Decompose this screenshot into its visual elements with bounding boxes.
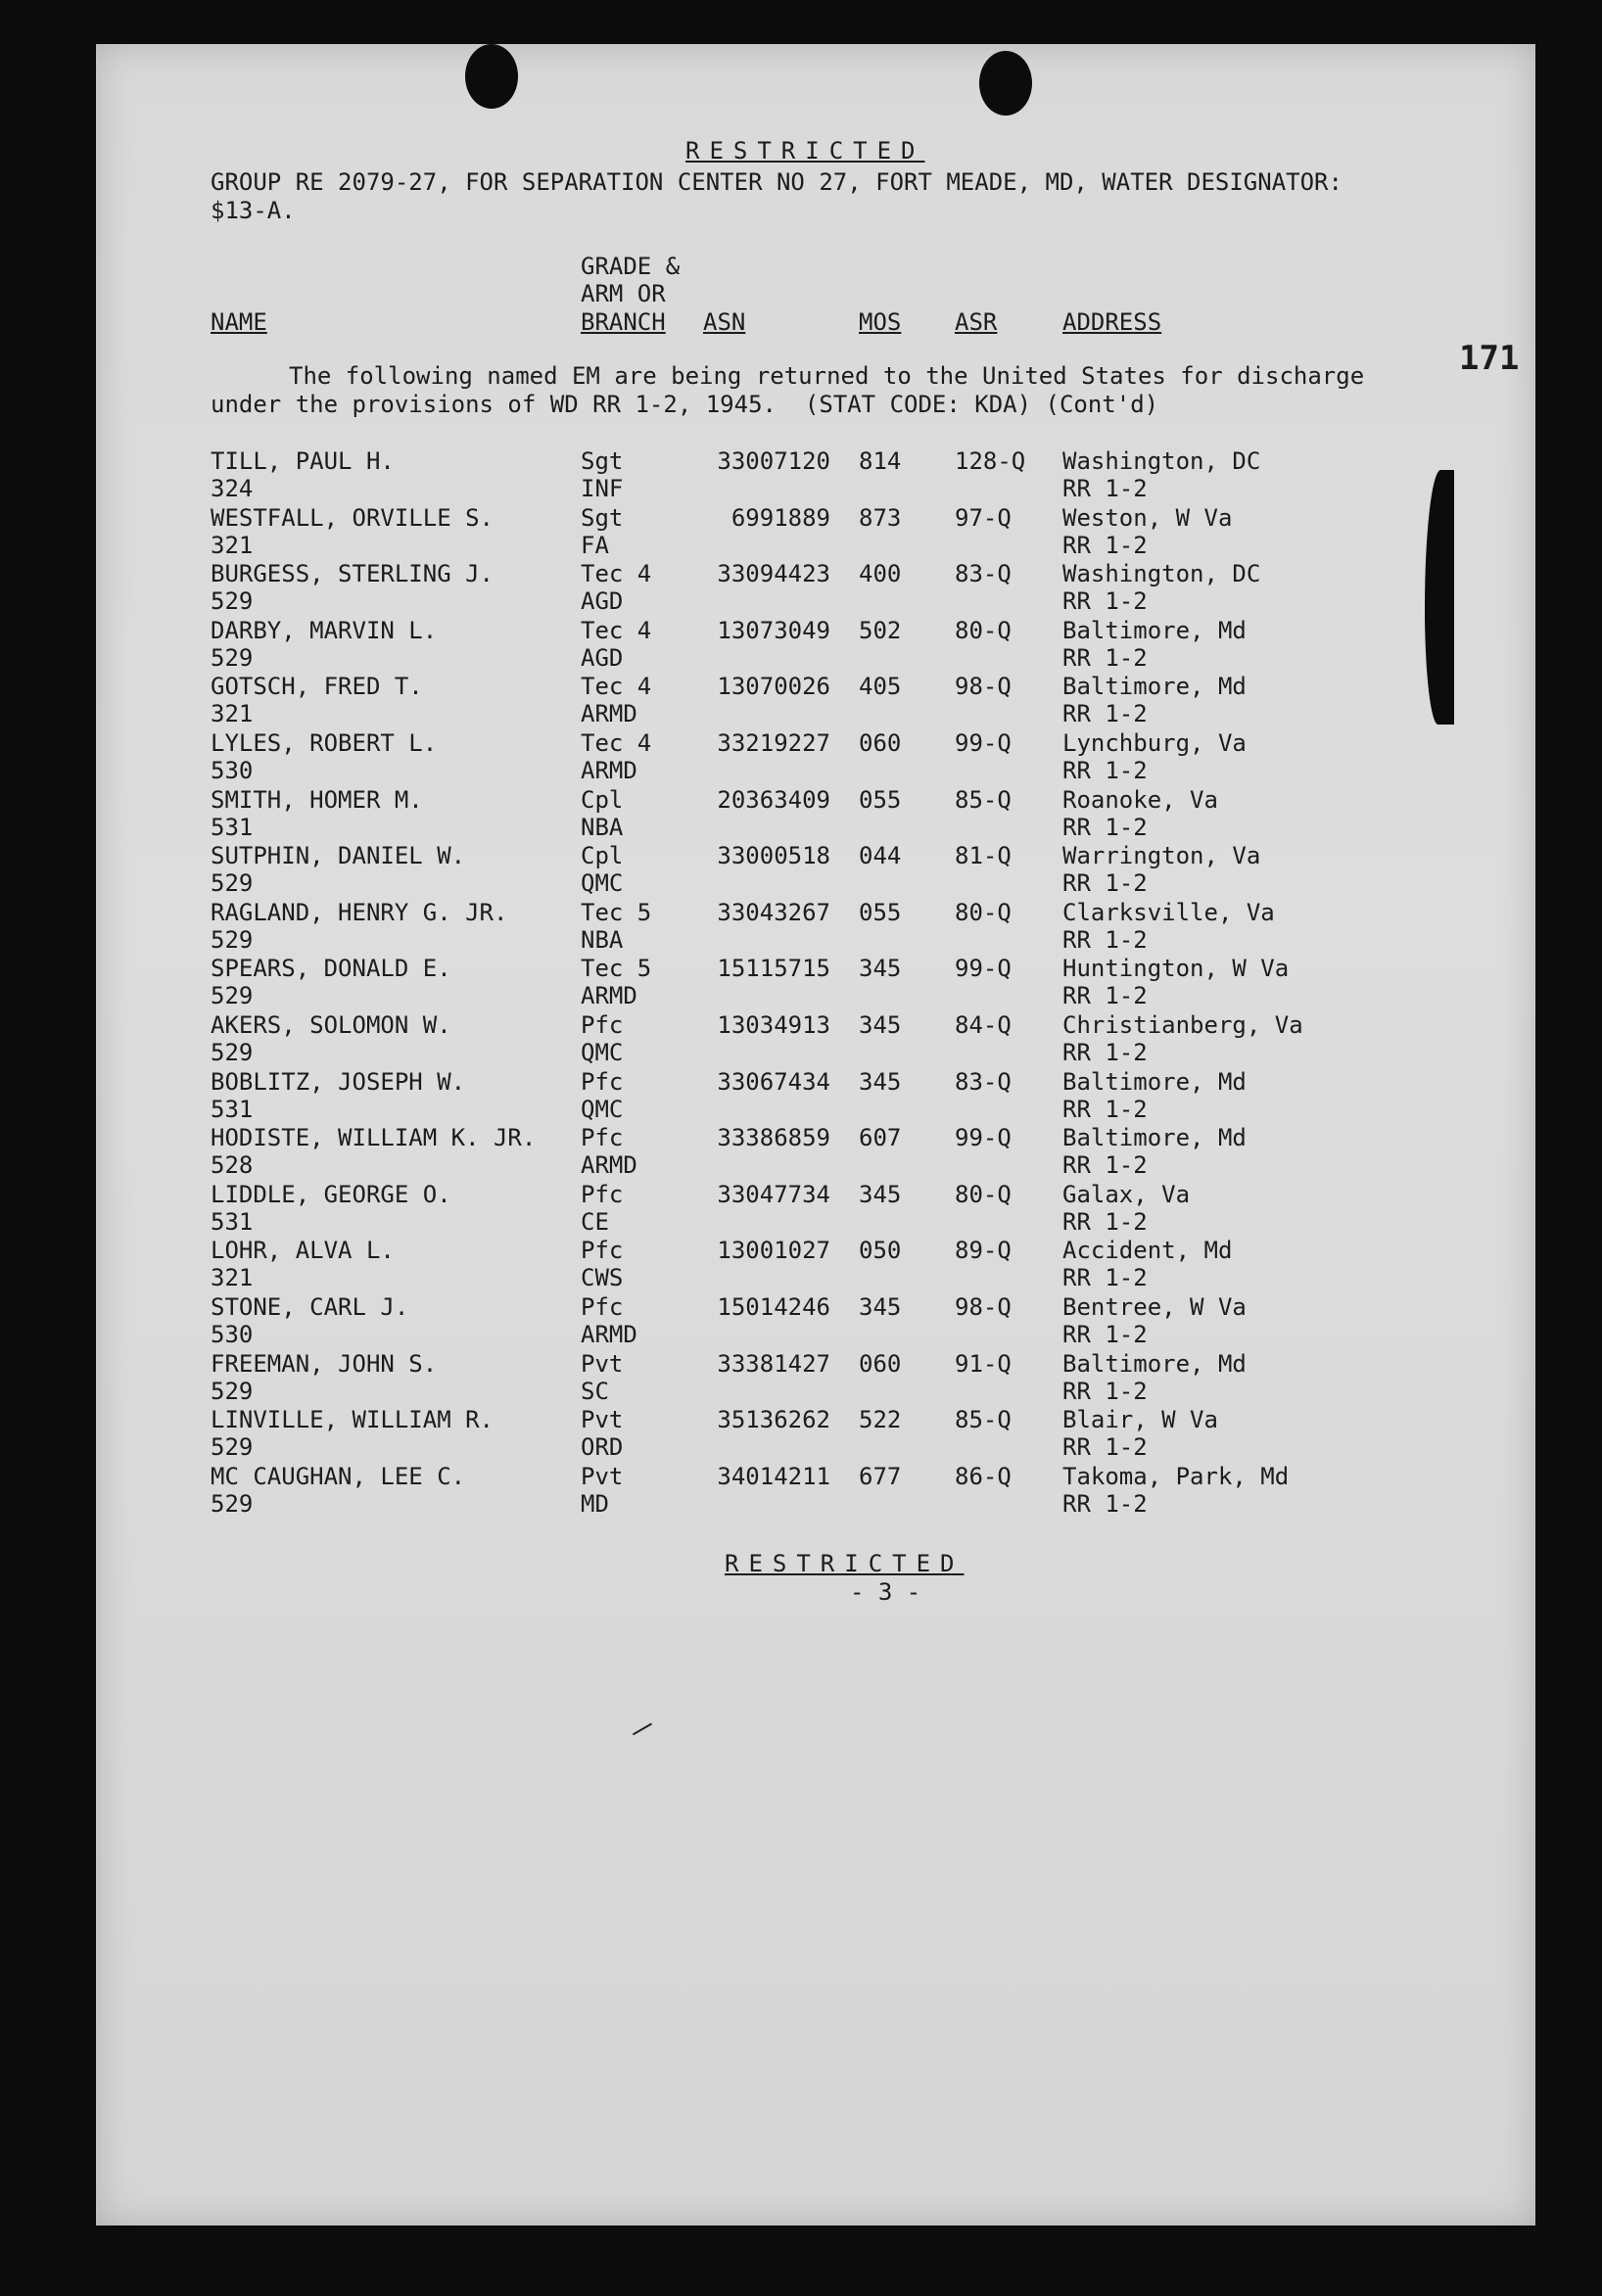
mos-code: 044 bbox=[859, 842, 902, 869]
soldier-name: SMITH, HOMER M. bbox=[211, 786, 423, 814]
arm-branch: ARMD bbox=[581, 1321, 637, 1348]
home-address: Clarksville, Va bbox=[1062, 899, 1275, 926]
soldier-name: LIDDLE, GEORGE O. bbox=[211, 1181, 451, 1208]
unit-code: 529 bbox=[211, 1433, 254, 1461]
authority: RR 1-2 bbox=[1062, 1264, 1148, 1291]
arm-branch: MD bbox=[581, 1490, 609, 1518]
grade: Pfc bbox=[581, 1068, 624, 1096]
unit-code: 529 bbox=[211, 926, 254, 954]
army-serial-number: 15115715 bbox=[717, 955, 830, 982]
arm-branch: ARMD bbox=[581, 700, 637, 727]
grade: Pfc bbox=[581, 1237, 624, 1264]
asr-score: 80-Q bbox=[955, 899, 1012, 926]
soldier-name: FREEMAN, JOHN S. bbox=[211, 1350, 438, 1378]
grade: Sgt bbox=[581, 447, 624, 475]
soldier-name: TILL, PAUL H. bbox=[211, 447, 395, 475]
home-address: Washington, DC bbox=[1062, 560, 1261, 587]
unit-code: 531 bbox=[211, 1096, 254, 1123]
home-address: Huntington, W Va bbox=[1062, 955, 1290, 982]
authority: RR 1-2 bbox=[1062, 1151, 1148, 1179]
intro-paragraph-line-1: The following named EM are being returned to the United States for discharge bbox=[289, 362, 1365, 390]
asr-score: 86-Q bbox=[955, 1463, 1012, 1490]
army-serial-number: 33043267 bbox=[717, 899, 830, 926]
unit-code: 531 bbox=[211, 1208, 254, 1236]
home-address: Lynchburg, Va bbox=[1062, 729, 1247, 757]
authority: RR 1-2 bbox=[1062, 814, 1148, 841]
soldier-name: STONE, CARL J. bbox=[211, 1293, 409, 1321]
arm-branch: AGD bbox=[581, 587, 624, 615]
authority: RR 1-2 bbox=[1062, 587, 1148, 615]
grade: Tec 4 bbox=[581, 729, 652, 757]
home-address: Galax, Va bbox=[1062, 1181, 1191, 1208]
torn-edge bbox=[1425, 470, 1454, 725]
arm-branch: CWS bbox=[581, 1264, 624, 1291]
asr-score: 98-Q bbox=[955, 673, 1012, 700]
home-address: Bentree, W Va bbox=[1062, 1293, 1247, 1321]
asr-score: 99-Q bbox=[955, 1124, 1012, 1151]
group-line-continued: $13-A. bbox=[211, 197, 296, 224]
army-serial-number: 20363409 bbox=[717, 786, 830, 814]
home-address: Baltimore, Md bbox=[1062, 673, 1247, 700]
asr-score: 99-Q bbox=[955, 955, 1012, 982]
column-header-asn: ASN bbox=[703, 308, 746, 336]
authority: RR 1-2 bbox=[1062, 1039, 1148, 1066]
soldier-name: LYLES, ROBERT L. bbox=[211, 729, 438, 757]
army-serial-number: 33067434 bbox=[717, 1068, 830, 1096]
grade: Tec 4 bbox=[581, 560, 652, 587]
page-number: - 3 - bbox=[850, 1578, 921, 1606]
army-serial-number: 35136262 bbox=[717, 1406, 830, 1433]
arm-branch: QMC bbox=[581, 869, 624, 897]
authority: RR 1-2 bbox=[1062, 982, 1148, 1009]
soldier-name: AKERS, SOLOMON W. bbox=[211, 1011, 451, 1039]
page-stamp-number: 171 bbox=[1459, 339, 1520, 378]
unit-code: 529 bbox=[211, 587, 254, 615]
mos-code: 405 bbox=[859, 673, 902, 700]
authority: RR 1-2 bbox=[1062, 1321, 1148, 1348]
arm-branch: QMC bbox=[581, 1096, 624, 1123]
authority: RR 1-2 bbox=[1062, 869, 1148, 897]
mos-code: 345 bbox=[859, 1293, 902, 1321]
arm-branch: ARMD bbox=[581, 982, 637, 1009]
classification-footer: RESTRICTED bbox=[725, 1550, 965, 1577]
column-header-name: NAME bbox=[211, 308, 267, 336]
unit-code: 529 bbox=[211, 869, 254, 897]
grade: Pfc bbox=[581, 1124, 624, 1151]
army-serial-number: 13001027 bbox=[717, 1237, 830, 1264]
asr-score: 81-Q bbox=[955, 842, 1012, 869]
mos-code: 677 bbox=[859, 1463, 902, 1490]
home-address: Takoma, Park, Md bbox=[1062, 1463, 1290, 1490]
arm-branch: INF bbox=[581, 475, 624, 502]
grade: Cpl bbox=[581, 786, 624, 814]
arm-branch: NBA bbox=[581, 926, 624, 954]
home-address: Weston, W Va bbox=[1062, 504, 1233, 532]
soldier-name: LINVILLE, WILLIAM R. bbox=[211, 1406, 494, 1433]
asr-score: 84-Q bbox=[955, 1011, 1012, 1039]
authority: RR 1-2 bbox=[1062, 532, 1148, 559]
authority: RR 1-2 bbox=[1062, 644, 1148, 672]
soldier-name: LOHR, ALVA L. bbox=[211, 1237, 395, 1264]
home-address: Roanoke, Va bbox=[1062, 786, 1218, 814]
column-header-address: ADDRESS bbox=[1062, 308, 1162, 336]
grade: Cpl bbox=[581, 842, 624, 869]
mos-code: 050 bbox=[859, 1237, 902, 1264]
asr-score: 83-Q bbox=[955, 1068, 1012, 1096]
unit-code: 528 bbox=[211, 1151, 254, 1179]
mos-code: 607 bbox=[859, 1124, 902, 1151]
intro-paragraph-line-2: under the provisions of WD RR 1-2, 1945. (STAT CODE: KDA) (Cont'd) bbox=[211, 391, 1159, 418]
mos-code: 345 bbox=[859, 1181, 902, 1208]
home-address: Christianberg, Va bbox=[1062, 1011, 1303, 1039]
authority: RR 1-2 bbox=[1062, 757, 1148, 784]
authority: RR 1-2 bbox=[1062, 700, 1148, 727]
soldier-name: BOBLITZ, JOSEPH W. bbox=[211, 1068, 466, 1096]
group-line: GROUP RE 2079-27, FOR SEPARATION CENTER NO 27, FORT MEADE, MD, WATER DESIGNATOR: bbox=[211, 168, 1343, 196]
unit-code: 529 bbox=[211, 1378, 254, 1405]
soldier-name: BURGESS, STERLING J. bbox=[211, 560, 494, 587]
asr-score: 85-Q bbox=[955, 786, 1012, 814]
home-address: Accident, Md bbox=[1062, 1237, 1233, 1264]
unit-code: 531 bbox=[211, 814, 254, 841]
mos-code: 814 bbox=[859, 447, 902, 475]
unit-code: 529 bbox=[211, 1490, 254, 1518]
mos-code: 873 bbox=[859, 504, 902, 532]
grade: Tec 4 bbox=[581, 617, 652, 644]
arm-branch: QMC bbox=[581, 1039, 624, 1066]
grade: Tec 5 bbox=[581, 955, 652, 982]
asr-score: 89-Q bbox=[955, 1237, 1012, 1264]
mos-code: 400 bbox=[859, 560, 902, 587]
column-header-mos: MOS bbox=[859, 308, 902, 336]
unit-code: 529 bbox=[211, 982, 254, 1009]
unit-code: 321 bbox=[211, 1264, 254, 1291]
army-serial-number: 33047734 bbox=[717, 1181, 830, 1208]
asr-score: 85-Q bbox=[955, 1406, 1012, 1433]
army-serial-number: 6991889 bbox=[730, 504, 830, 532]
soldier-name: WESTFALL, ORVILLE S. bbox=[211, 504, 494, 532]
home-address: Baltimore, Md bbox=[1062, 1068, 1247, 1096]
army-serial-number: 33386859 bbox=[717, 1124, 830, 1151]
soldier-name: RAGLAND, HENRY G. JR. bbox=[211, 899, 508, 926]
army-serial-number: 15014246 bbox=[717, 1293, 830, 1321]
unit-code: 321 bbox=[211, 532, 254, 559]
army-serial-number: 13073049 bbox=[717, 617, 830, 644]
home-address: Baltimore, Md bbox=[1062, 1124, 1247, 1151]
mos-code: 060 bbox=[859, 729, 902, 757]
home-address: Warrington, Va bbox=[1062, 842, 1261, 869]
mos-code: 522 bbox=[859, 1406, 902, 1433]
soldier-name: HODISTE, WILLIAM K. JR. bbox=[211, 1124, 537, 1151]
army-serial-number: 13070026 bbox=[717, 673, 830, 700]
grade: Tec 5 bbox=[581, 899, 652, 926]
asr-score: 83-Q bbox=[955, 560, 1012, 587]
arm-branch: ARMD bbox=[581, 1151, 637, 1179]
soldier-name: SPEARS, DONALD E. bbox=[211, 955, 451, 982]
punch-hole bbox=[465, 44, 518, 109]
unit-code: 530 bbox=[211, 757, 254, 784]
arm-branch: ARMD bbox=[581, 757, 637, 784]
mos-code: 060 bbox=[859, 1350, 902, 1378]
column-header-grade-line-2: ARM OR bbox=[581, 280, 666, 307]
punch-hole bbox=[979, 51, 1032, 116]
column-header-branch: BRANCH bbox=[581, 308, 666, 336]
arm-branch: SC bbox=[581, 1378, 609, 1405]
asr-score: 98-Q bbox=[955, 1293, 1012, 1321]
authority: RR 1-2 bbox=[1062, 926, 1148, 954]
asr-score: 128-Q bbox=[955, 447, 1026, 475]
grade: Pfc bbox=[581, 1011, 624, 1039]
home-address: Washington, DC bbox=[1062, 447, 1261, 475]
home-address: Blair, W Va bbox=[1062, 1406, 1218, 1433]
mos-code: 345 bbox=[859, 1011, 902, 1039]
authority: RR 1-2 bbox=[1062, 1433, 1148, 1461]
army-serial-number: 13034913 bbox=[717, 1011, 830, 1039]
authority: RR 1-2 bbox=[1062, 475, 1148, 502]
arm-branch: CE bbox=[581, 1208, 609, 1236]
army-serial-number: 33000518 bbox=[717, 842, 830, 869]
soldier-name: MC CAUGHAN, LEE C. bbox=[211, 1463, 466, 1490]
arm-branch: ORD bbox=[581, 1433, 624, 1461]
asr-score: 97-Q bbox=[955, 504, 1012, 532]
army-serial-number: 33381427 bbox=[717, 1350, 830, 1378]
army-serial-number: 33094423 bbox=[717, 560, 830, 587]
authority: RR 1-2 bbox=[1062, 1378, 1148, 1405]
army-serial-number: 33007120 bbox=[717, 447, 830, 475]
asr-score: 80-Q bbox=[955, 617, 1012, 644]
asr-score: 80-Q bbox=[955, 1181, 1012, 1208]
mos-code: 502 bbox=[859, 617, 902, 644]
mos-code: 055 bbox=[859, 786, 902, 814]
home-address: Baltimore, Md bbox=[1062, 1350, 1247, 1378]
unit-code: 529 bbox=[211, 1039, 254, 1066]
column-header-asr: ASR bbox=[955, 308, 998, 336]
unit-code: 529 bbox=[211, 644, 254, 672]
authority: RR 1-2 bbox=[1062, 1208, 1148, 1236]
soldier-name: GOTSCH, FRED T. bbox=[211, 673, 423, 700]
grade: Pfc bbox=[581, 1181, 624, 1208]
grade: Pfc bbox=[581, 1293, 624, 1321]
asr-score: 99-Q bbox=[955, 729, 1012, 757]
arm-branch: NBA bbox=[581, 814, 624, 841]
grade: Pvt bbox=[581, 1350, 624, 1378]
arm-branch: FA bbox=[581, 532, 609, 559]
soldier-name: DARBY, MARVIN L. bbox=[211, 617, 438, 644]
unit-code: 530 bbox=[211, 1321, 254, 1348]
authority: RR 1-2 bbox=[1062, 1490, 1148, 1518]
asr-score: 91-Q bbox=[955, 1350, 1012, 1378]
mos-code: 055 bbox=[859, 899, 902, 926]
grade: Pvt bbox=[581, 1463, 624, 1490]
arm-branch: AGD bbox=[581, 644, 624, 672]
classification-header: RESTRICTED bbox=[685, 137, 925, 164]
mos-code: 345 bbox=[859, 955, 902, 982]
army-serial-number: 34014211 bbox=[717, 1463, 830, 1490]
unit-code: 324 bbox=[211, 475, 254, 502]
grade: Pvt bbox=[581, 1406, 624, 1433]
mos-code: 345 bbox=[859, 1068, 902, 1096]
column-header-grade-line-1: GRADE & bbox=[581, 253, 681, 280]
army-serial-number: 33219227 bbox=[717, 729, 830, 757]
unit-code: 321 bbox=[211, 700, 254, 727]
home-address: Baltimore, Md bbox=[1062, 617, 1247, 644]
grade: Tec 4 bbox=[581, 673, 652, 700]
soldier-name: SUTPHIN, DANIEL W. bbox=[211, 842, 466, 869]
authority: RR 1-2 bbox=[1062, 1096, 1148, 1123]
grade: Sgt bbox=[581, 504, 624, 532]
